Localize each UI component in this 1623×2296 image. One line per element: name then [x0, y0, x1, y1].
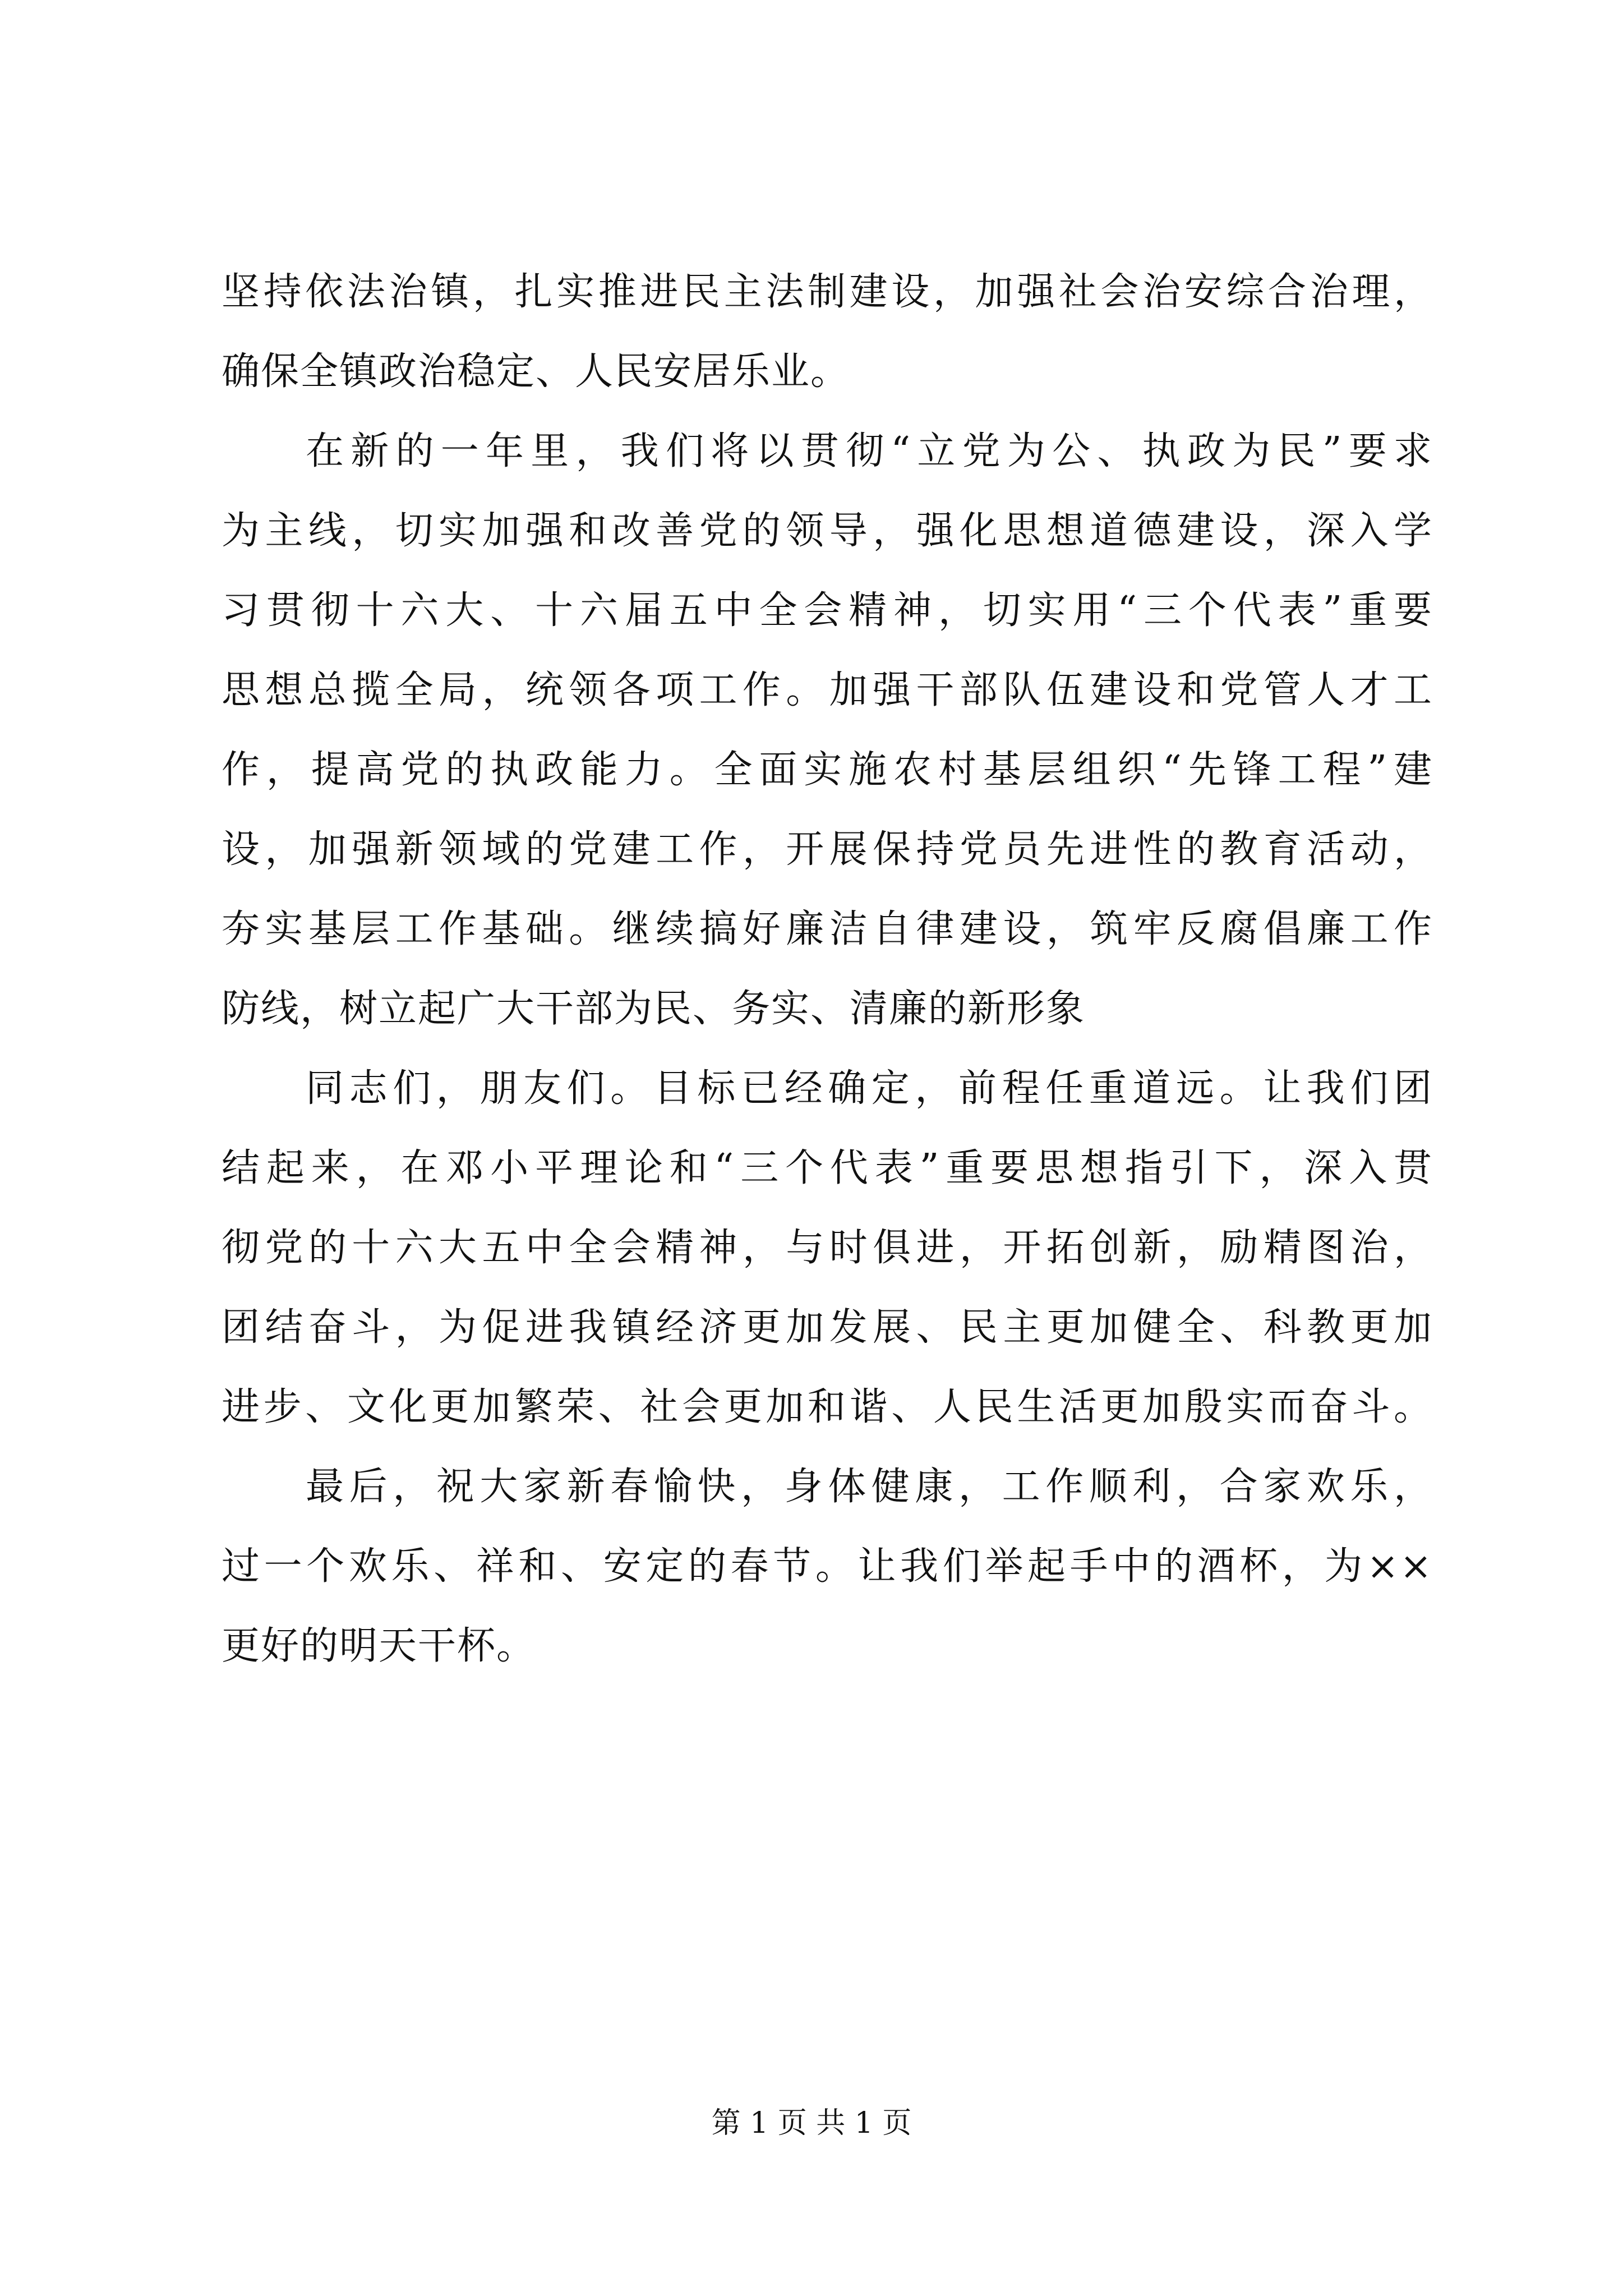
page-number-footer: 第 1 页 共 1 页: [711, 2106, 912, 2140]
text-line: 过一个欢乐、祥和、安定的春节。让我们举起手中的酒杯，为××: [222, 1544, 1433, 1589]
text-line: 思想总揽全局，统领各项工作。加强干部队伍建设和党管人才工: [222, 668, 1433, 712]
text-line: 为主线，切实加强和改善党的领导，强化思想道德建设，深入学: [222, 509, 1433, 553]
text-line: 确保全镇政治稳定、人民安居乐业。: [222, 349, 850, 394]
text-line: 防线，树立起广大干部为民、务实、清廉的新形象: [222, 987, 1086, 1031]
paragraph-first-line: 最后，祝大家新春愉快，身体健康，工作顺利，合家欢乐，: [306, 1465, 1433, 1509]
text-line: 彻党的十六大五中全会精神，与时俱进，开拓创新，励精图治，: [222, 1226, 1433, 1270]
text-line: 作，提高党的执政能力。全面实施农村基层组织“先锋工程”建: [222, 748, 1433, 792]
text-line: 进步、文化更加繁荣、社会更加和谐、人民生活更加殷实而奋斗。: [222, 1385, 1433, 1429]
text-line: 团结奋斗，为促进我镇经济更加发展、民主更加健全、科教更加: [222, 1305, 1433, 1350]
text-line: 结起来，在邓小平理论和“三个代表”重要思想指引下，深入贯: [222, 1146, 1433, 1190]
text-line: 习贯彻十六大、十六届五中全会精神，切实用“三个代表”重要: [222, 588, 1433, 633]
document-body: [222, 252, 1433, 1686]
text-line: 坚持依法治镇，扎实推进民主法制建设，加强社会治安综合治理，: [222, 270, 1433, 314]
text-line: 更好的明天干杯。: [222, 1624, 536, 1668]
paragraph-first-line: 在新的一年里，我们将以贯彻“立党为公、执政为民”要求: [306, 429, 1433, 473]
text-line: 夯实基层工作基础。继续搞好廉洁自律建设，筑牢反腐倡廉工作: [222, 907, 1433, 951]
text-line: 设，加强新领域的党建工作，开展保持党员先进性的教育活动，: [222, 827, 1433, 872]
paragraph-first-line: 同志们，朋友们。目标已经确定，前程任重道远。让我们团: [306, 1066, 1433, 1111]
